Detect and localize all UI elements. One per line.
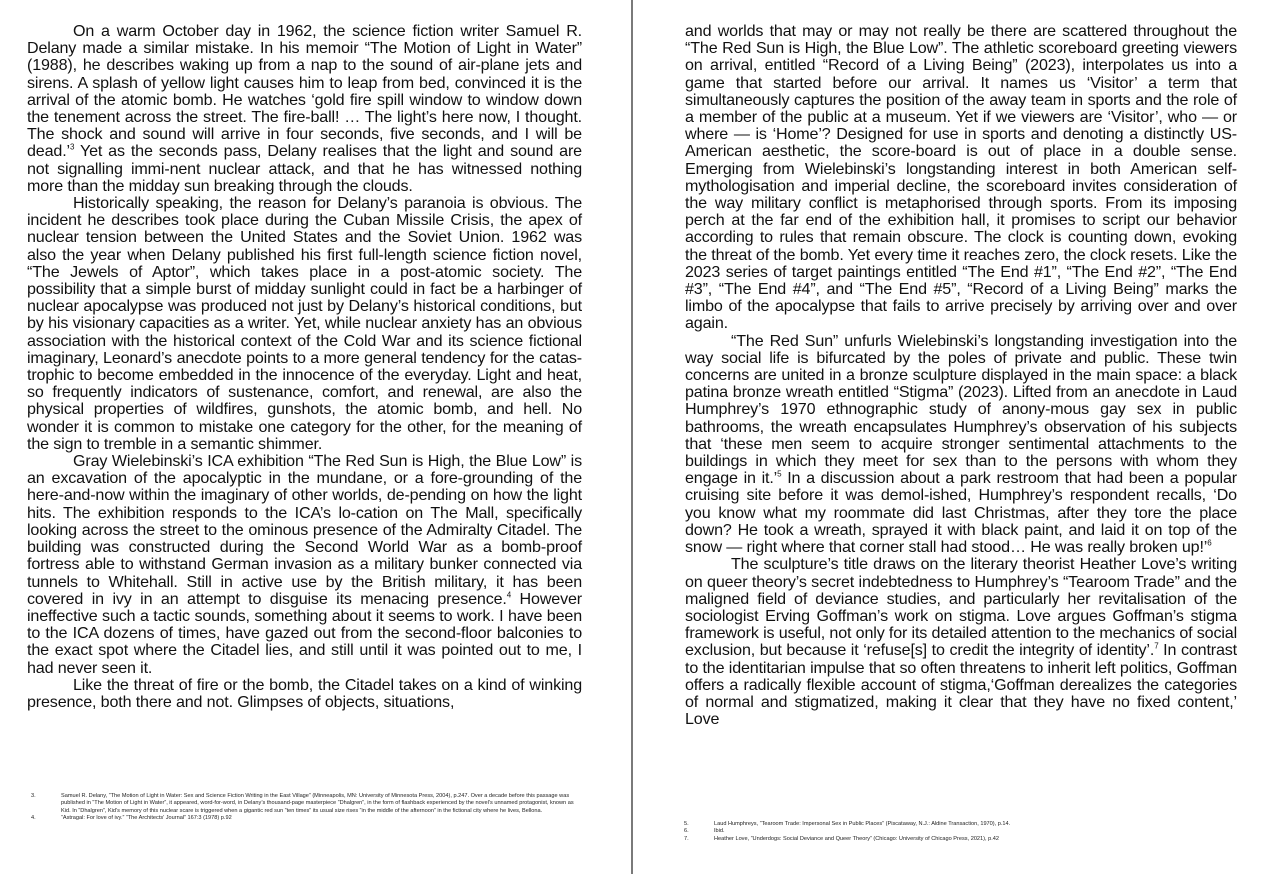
paragraph [685,333,1237,557]
footnote-number: 5. [684,821,689,827]
page-divider [631,0,633,874]
paragraph-text: The sculpture’s title draws on the literary theorist Heather Love’s writing on queer theory’s secret indebtedness to Humphrey’s “Tearoom Trade” and the maligned field of deviance studies, and particularly her revitalisation of the sociologist Erving Goffman’s work on stigma. Love argues Goffman’s stigma framework is useful, not only for its detailed attention to the mechanics of social exclusion, but because it ‘refuse[s] to credit the integrity of identity’. [685,555,1238,660]
paragraph-text: However ineffective such a tactic sounds, something about it seems to work. I have been to the ICA dozens of times, have gazed out from the second-floor balconies to the exact spot where the Citadel lies, and still until it was pointed out to me, I had never seen it. [27,589,582,677]
footnote-ref: 3 [69,143,75,153]
footnote [684,836,1244,843]
footnote [684,821,1244,828]
footnote-number: 6. [684,828,689,835]
footnote-text: Heather Love, “Underdogs: Social Deviance and Queer Theory” (Chicago: University of Chicago Press, 2021), p.42 [714,835,1000,842]
paragraph: Historically speaking, the reason for Delany’s paranoia is obvious. The incident he describes took place during the Cuban Missile Crisis, the apex of nuclear tension between the United States and the Soviet Union. 1962 was also the year when Delany published his first full-length science fiction novel, “The Jewels of Aptor”, which takes place in a post-atomic society. The possibility that a simple burst of midday sunlight could in fact be a harbinger of nuclear apocalypse was produced not just by Delany’s historical conditions, but by his visionary capacities as a writer. Yet, while nuclear anxiety has an obvious association with the historical context of the Cold War and its science fictional imaginary, Leonard’s anecdote points to a more general tendency for the catas-trophic to become embedded in the innocence of the everyday. Light and heat, so frequently indicators of sustenance, comfort, and renewal, are also the physical properties of wildfires, gunshots, the atomic bomb, and hell. No wonder it is common to mistake one category for the other, for the meaning of the sign to tremble in a semantic shimmer. [27,194,582,453]
footnote-text: Ibid. [714,828,725,835]
paragraph-text: In contrast to the identitarian impulse that so often threatens to inherit left politics, Goffman offers a radically flexible account of stigma,‘Goffman derealizes the categories of normal and stigmatized, making it clear that they have no fixed content,’ Love [685,641,1238,729]
right-footnotes [684,821,1244,843]
paragraph [27,23,582,195]
paragraph: and worlds that may or may not really be there are scattered throughout the “The Red Sun is High, the Blue Low”. The athletic scoreboard greeting viewers on arrival, entitled “Record of a Living Being” (2023), interpolates us into a game that started before our arrival. It names us ‘Visitor’ a term that simultaneously captures the position of the away team in sports and the role of a member of the public at a museum. Yet if we viewers are ‘Visitor’, who — or where — is ‘Home’? Designed for use in sports and denoting a distinctly US-American aesthetic, the score-board is out of place in a double sense. Emerging from Wielebinski’s longstanding interest in both American self-mythologisation and imperial decline, the scoreboard invites consideration of the way military conflict is metaphorised through sports. From its imposing perch at the far end of the exhibition hall, it promises to script our behavior according to rules that remain obscure. The clock is counting down, evoking the threat of the bomb. Yet every time it reaches zero, the clock resets. Like the 2023 series of target paintings entitled “The End #1”, “The End #2”, “The End #3”, “The End #4”, and “The End #5”, “Record of a Living Being” marks the limbo of the apocalypse that fails to arrive precisely by arriving over and over again. [685,22,1237,333]
left-footnotes [31,793,576,823]
paragraph: Like the threat of fire or the bomb, the Citadel takes on a kind of winking presence, both there and not. Glimpses of objects, situations, [27,675,582,711]
footnote-ref: 7 [1154,641,1159,651]
footnote-ref: 4 [506,590,512,600]
paragraph-text: Gray Wielebinski’s ICA exhibition “The Red Sun is High, the Blue Low” is an excavation of the apocalyptic in the mundane, or a fore-grounding of the here-and-now within the imaginary of other worlds, de-pending on how the light hits. The exhibition responds to the ICA’s lo-cation on The Mall, specifically looking across the street to the ominous presence of the Admiralty Citadel. The building was constructed during the Second World War as a bomb-proof fortress able to withstand German invasion as a military bunker connected via tunnels to Whitehall. Still in active use by the British military, it has been covered in ivy in an attempt to disguise its menacing presence. [27,452,582,608]
paragraph-text: In a discussion about a park restroom that had been a popular cruising site before it was demol-ished, Humphrey’s respondent recalls, ‘Do you know what my roommate did last Christmas, after they tore the place down? He took a wreath, sprayed it with black paint, and laid it on top of the snow — right where that corner stall had stood… He was really broken up!’ [685,469,1237,557]
left-body-text [27,23,582,711]
paragraph-text: On a warm October day in 1962, the science fiction writer Samuel R. Delany made a similar mistake. In his memoir “The Motion of Light in Water” (1988), he describes waking up from a nap to the sound of air-plane jets and sirens. A splash of yellow light causes him to leap from bed, convinced it is the arrival of the atomic bomb. He watches ‘gold fire spill window to window down the tenement across the street. The fire-ball! … The light’s here now, I thought. The shock and sound will arrive in four seconds, five seconds, and I will be dead.’ [27,22,582,161]
footnote [684,828,1244,835]
footnote-number: 3. [31,793,36,799]
footnote-ref: 6 [1207,538,1212,548]
right-body-text [685,23,1237,728]
footnote-number: 7. [684,835,689,842]
footnote [31,793,576,815]
paragraph-text: “The Red Sun” unfurls Wielebinski’s longstanding investigation into the way social life is bifurcated by the poles of private and public. These twin concerns are united in a bronze sculpture displayed in the main space: a black patina bronze wreath entitled “Stigma” (2023). Lifted from an anecdote in Laud Humphrey’s 1970 ethnographic study of anony-mous gay sex in public bathrooms, the wreath encapsulates Humphrey’s observation of his subjects that ‘these men seem to acquire stronger sentimental attachments to the buildings in which they meet for sex than to the persons with whom they engage in it.’ [685,331,1237,488]
paragraph [685,556,1237,728]
footnote [31,815,576,822]
footnote-text: Samuel R. Delany, “The Motion of Light in Water: Sex and Science Fiction Writing in the East Village” (Minneapolis, MN: University of Minnesota Press, 2004), p.247. Over a decade before this passage was published in “The Motion of Light in Water”, it appeared, word-for-word, in Delany’s thousand-page masterpiece “Dhalgren”, in the form of flashback experienced by the novel’s unnamed protagonist, known as Kid. In “Dhalgren”, Kid’s memory of this nuclear scare is triggered when a gigantic red sun “ten times” its usual size rises “in the middle of the afternoon” in the fictional city where he lives, Bellona. [61,793,574,814]
footnote-number: 4. [31,815,36,822]
right-page [634,0,1264,874]
footnote-text: Laud Humphreys, “Tearoom Trade: Impersonal Sex in Public Places” (Piscataway, N.J.: Aldine Transaction, 1970), p.14. [714,821,1011,827]
paragraph [27,453,582,677]
footnote-ref: 5 [777,469,782,479]
footnote-text: “Astragal: For love of ivy.” “The Architects’ Journal” 167:3 (1978) p.92 [61,815,232,822]
paragraph-text: Yet as the seconds pass, Delany realises that the light and sound are not signalling immi-nent nuclear attack, and that he has witnessed nothing more than the midday sun breaking through the clouds. [27,142,582,195]
